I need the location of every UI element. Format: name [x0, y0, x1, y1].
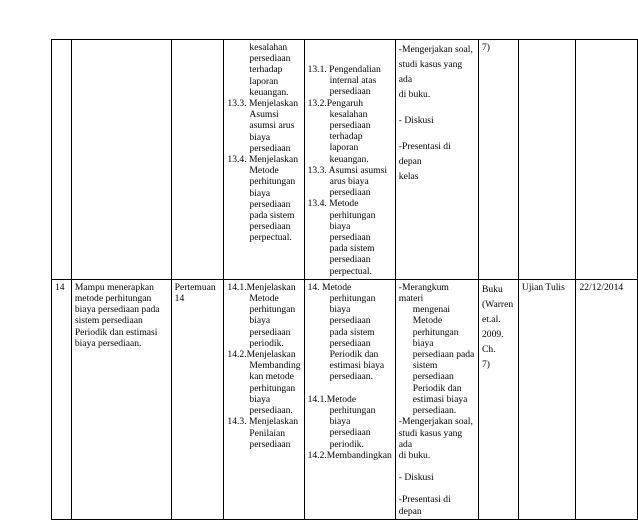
cell-line: - Diskusi	[398, 115, 434, 126]
cell-line: biaya	[249, 131, 271, 143]
cell-reference	[478, 279, 518, 519]
cell-line: perhitungan	[329, 209, 376, 221]
cell-meeting	[171, 279, 224, 519]
cell-line: biaya persediaan	[329, 304, 371, 327]
cell-material	[304, 40, 395, 280]
cell-line: persediaan	[249, 438, 291, 450]
cell-assessment	[518, 40, 576, 280]
cell-material	[304, 279, 395, 519]
cell-line: Penilaian	[249, 427, 286, 439]
cell-line: persediaan	[329, 427, 371, 439]
cell-line: studi kasus yang ada	[398, 59, 463, 85]
cell-line: sistem persediaan	[74, 315, 143, 327]
cell-line: Pertemuan	[174, 281, 216, 293]
cell-line: persediaan	[329, 120, 371, 132]
cell-line: Asumsi	[249, 109, 279, 121]
cell-line: 13.4. Metode	[307, 198, 359, 210]
cell-line	[308, 42, 392, 53]
cell-line: kelas	[398, 171, 419, 182]
cell-line: periodik.	[329, 438, 364, 450]
cell-line: -Presentasi di depan	[398, 141, 451, 167]
cell-line: persediaan	[249, 53, 291, 65]
cell-line: keuangan.	[249, 86, 289, 98]
cell-date	[576, 279, 638, 519]
cell-line: terhadap laporan	[329, 131, 363, 154]
lesson-plan-table	[51, 39, 638, 520]
cell-line: Metode	[249, 165, 279, 177]
cell-line: Buku	[481, 283, 503, 295]
cell-line: 14	[174, 293, 185, 305]
cell-indicators	[224, 40, 304, 280]
cell-line: biaya	[249, 187, 271, 199]
date-text: 22/12/2014	[579, 281, 624, 293]
cell-line	[399, 102, 475, 113]
cell-line: keuangan.	[329, 153, 369, 165]
cell-line: persediaan	[249, 326, 291, 338]
cell-line	[308, 53, 392, 64]
cell-no	[52, 40, 72, 280]
cell-line: -Mengerjakan soal,	[398, 416, 473, 428]
cell-line: 7)	[481, 358, 490, 370]
cell-line: kesalahan	[329, 108, 368, 120]
cell-line: 13.4. Menjelaskan	[227, 154, 299, 166]
cell-line: perhitungan	[249, 304, 296, 316]
cell-line: di buku.	[398, 89, 431, 100]
cell-date	[576, 40, 638, 280]
cell-line: biaya	[329, 416, 351, 428]
cell-line	[399, 483, 475, 494]
cell-line: kesalahan	[249, 42, 288, 53]
cell-line: -Merangkum materi	[398, 281, 449, 305]
cell-line: 14.2.Membandingkan	[307, 449, 392, 461]
cell-line: perhitungan	[329, 293, 376, 305]
cell-line: Mampu menerapkan	[74, 281, 154, 293]
cell-line: sistem persediaan	[412, 360, 454, 383]
cell-line: 13.2.Pengaruh	[307, 97, 363, 109]
cell-line	[399, 128, 475, 139]
cell-line: persediaan pada	[412, 349, 475, 361]
cell-line: periodik.	[249, 337, 284, 349]
cell-line: biaya persediaan.	[74, 337, 142, 349]
cell-line: biaya persediaan	[329, 220, 371, 244]
cell-no	[52, 279, 72, 519]
cell-line: perpectual.	[329, 265, 372, 277]
cell-line: di buku.	[398, 449, 431, 461]
cell-line: Periodik dan estimasi	[74, 326, 158, 338]
cell-line: persediaan	[249, 221, 291, 233]
table-row	[52, 40, 638, 280]
cell-line: estimasi biaya	[412, 393, 468, 405]
cell-line: perhitungan	[329, 404, 376, 416]
cell-line: Metode	[249, 293, 279, 305]
cell-line: arus biaya	[329, 176, 369, 188]
cell-line: perhitungan	[249, 382, 296, 394]
cell-line: perhitungan	[249, 176, 296, 188]
cell-line: 14.1.Menjelaskan	[227, 281, 296, 293]
cell-line	[308, 383, 392, 394]
cell-line: internal atas	[329, 75, 377, 87]
cell-line: Membanding	[249, 360, 301, 372]
cell-indicators	[224, 279, 304, 519]
cell-line	[399, 461, 475, 472]
cell-line: 13.3. Asumsi asumsi	[307, 164, 388, 176]
cell-line: -Mengerjakan soal,	[398, 44, 473, 55]
cell-line: 14.1.Metode	[307, 393, 357, 405]
table-row	[52, 279, 638, 519]
cell-line: persediaan.	[329, 371, 373, 383]
cell-line: (Warren	[481, 298, 514, 310]
cell-line: kan metode	[249, 371, 294, 383]
cell-line: - Diskusi	[398, 472, 434, 484]
cell-line: 2009. Ch.	[481, 328, 504, 355]
cell-meeting	[171, 40, 224, 280]
cell-line: 14.2.Menjelaskan	[227, 349, 296, 361]
cell-reference	[478, 40, 518, 280]
cell-line: persediaan	[249, 198, 291, 210]
cell-line: 13.1. Pengendalian	[307, 64, 381, 75]
cell-activities	[395, 40, 478, 280]
cell-line: pada sistem	[329, 243, 375, 255]
cell-line: metode perhitungan	[74, 293, 152, 305]
row-number: 14	[55, 281, 65, 293]
cell-line: 7)	[481, 42, 490, 53]
cell-line: 14. Metode	[307, 281, 352, 293]
cell-line: persediaan	[329, 337, 371, 349]
cell-line: persediaan	[329, 187, 371, 199]
cell-line: persediaan	[329, 254, 371, 266]
cell-line: biaya	[249, 393, 271, 405]
cell-line: 14.3. Menjelaskan	[227, 416, 299, 428]
cell-competency	[71, 40, 171, 280]
cell-line: estimasi biaya	[329, 360, 385, 372]
cell-line: laporan	[249, 75, 279, 87]
cell-activities	[395, 279, 478, 519]
cell-competency	[71, 279, 171, 519]
cell-line: persediaan	[249, 142, 291, 154]
cell-line: persediaan.	[412, 405, 457, 417]
cell-line: pada sistem	[329, 326, 375, 338]
cell-line: et.al.	[481, 313, 501, 325]
cell-line: 13.3. Menjelaskan	[227, 98, 299, 110]
cell-line: mengenai Metode	[412, 304, 451, 327]
cell-assessment	[518, 279, 576, 519]
cell-line: asumsi arus	[249, 120, 295, 132]
cell-line: persediaan.	[249, 405, 293, 417]
cell-line: studi kasus yang ada	[398, 427, 463, 450]
cell-line: terhadap	[249, 64, 283, 76]
cell-line: Periodik dan	[412, 382, 462, 394]
cell-line: pada sistem	[249, 210, 295, 222]
cell-line: biaya	[249, 315, 271, 327]
cell-line: Periodik dan	[329, 349, 379, 361]
cell-line: persediaan	[329, 86, 371, 98]
assessment-text: Ujian Tulis	[521, 281, 565, 293]
cell-line: -Presentasi di depan	[398, 494, 451, 517]
cell-line: biaya persediaan pada	[74, 304, 160, 316]
cell-line: perpectual.	[249, 232, 292, 244]
cell-line: perhitungan biaya	[412, 326, 459, 349]
